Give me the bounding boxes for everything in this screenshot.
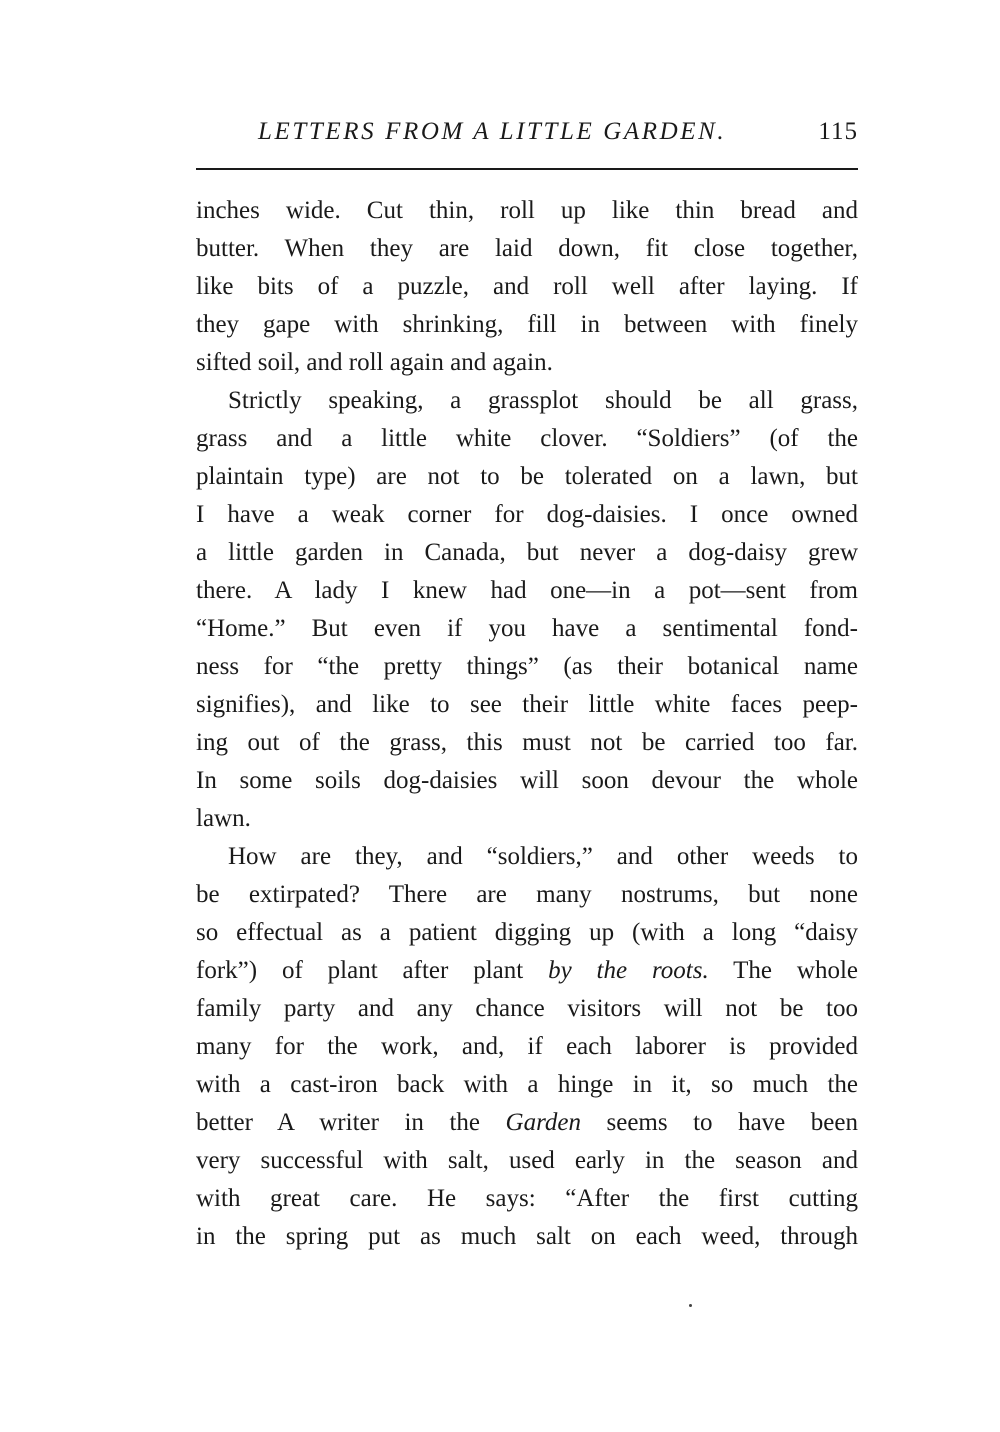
body-text: [196, 192, 858, 1256]
text-line: be extirpated? There are many nostrums, but none: [196, 881, 858, 908]
print-speck: [689, 1304, 692, 1307]
text-segment: seems to have been: [580, 1109, 858, 1136]
text-segment: fork”) of plant after plant: [196, 957, 549, 984]
text-segment: The whole: [708, 957, 858, 984]
text-line: ing out of the grass, this must not be carried too far.: [196, 729, 858, 756]
text-line: I have a weak corner for dog-daisies. I once owned: [196, 501, 858, 528]
text-line: lawn.: [196, 805, 251, 832]
text-line: with a cast-iron back with a hinge in it, so much the: [196, 1071, 858, 1098]
text-line: ness for “the pretty things” (as their botanical name: [196, 653, 858, 680]
text-line: family party and any chance visitors will not be too: [196, 995, 858, 1022]
text-line: many for the work, and, if each laborer is provided: [196, 1033, 858, 1060]
paragraph-3: [196, 838, 858, 1256]
italic-phrase-by-the-roots: by the roots.: [548, 957, 709, 984]
text-line: like bits of a puzzle, and roll well after laying. If: [196, 273, 858, 300]
text-line: [196, 1104, 858, 1142]
italic-title-garden: Garden: [505, 1109, 581, 1136]
text-line: plaintain type) are not to be tolerated on a lawn, but: [196, 463, 858, 490]
text-line: butter. When they are laid down, fit close together,: [196, 235, 858, 262]
text-line: so effectual as a patient digging up (with a long “daisy: [196, 919, 858, 946]
running-title: LETTERS FROM A LITTLE GARDEN.: [258, 118, 727, 145]
text-line: “Home.” But even if you have a sentimental fond-: [196, 615, 858, 642]
header-rule: [196, 168, 858, 170]
text-line: there. A lady I knew had one—in a pot—sent from: [196, 577, 858, 604]
text-line: sifted soil, and roll again and again.: [196, 349, 553, 376]
text-line: grass and a little white clover. “Soldiers” (of the: [196, 425, 858, 452]
text-segment: better A writer in the: [196, 1109, 506, 1136]
text-line: they gape with shrinking, fill in between with finely: [196, 311, 858, 338]
running-header: [196, 118, 858, 158]
text-line: Strictly speaking, a grassplot should be all grass,: [228, 387, 858, 414]
text-line: with great care. He says: “After the first cutting: [196, 1185, 858, 1212]
paragraph-1: [196, 192, 858, 382]
text-line: a little garden in Canada, but never a dog-daisy grew: [196, 539, 858, 566]
text-line: in the spring put as much salt on each weed, through: [196, 1223, 858, 1250]
text-line: In some soils dog-daisies will soon devour the whole: [196, 767, 858, 794]
text-line: very successful with salt, used early in the season and: [196, 1147, 858, 1174]
text-line: How are they, and “soldiers,” and other weeds to: [228, 843, 858, 870]
text-line: inches wide. Cut thin, roll up like thin bread and: [196, 197, 858, 224]
text-line: [196, 952, 858, 990]
paragraph-2: [196, 382, 858, 838]
text-line: signifies), and like to see their little white faces peep-: [196, 691, 858, 718]
page-number: 115: [818, 118, 858, 145]
